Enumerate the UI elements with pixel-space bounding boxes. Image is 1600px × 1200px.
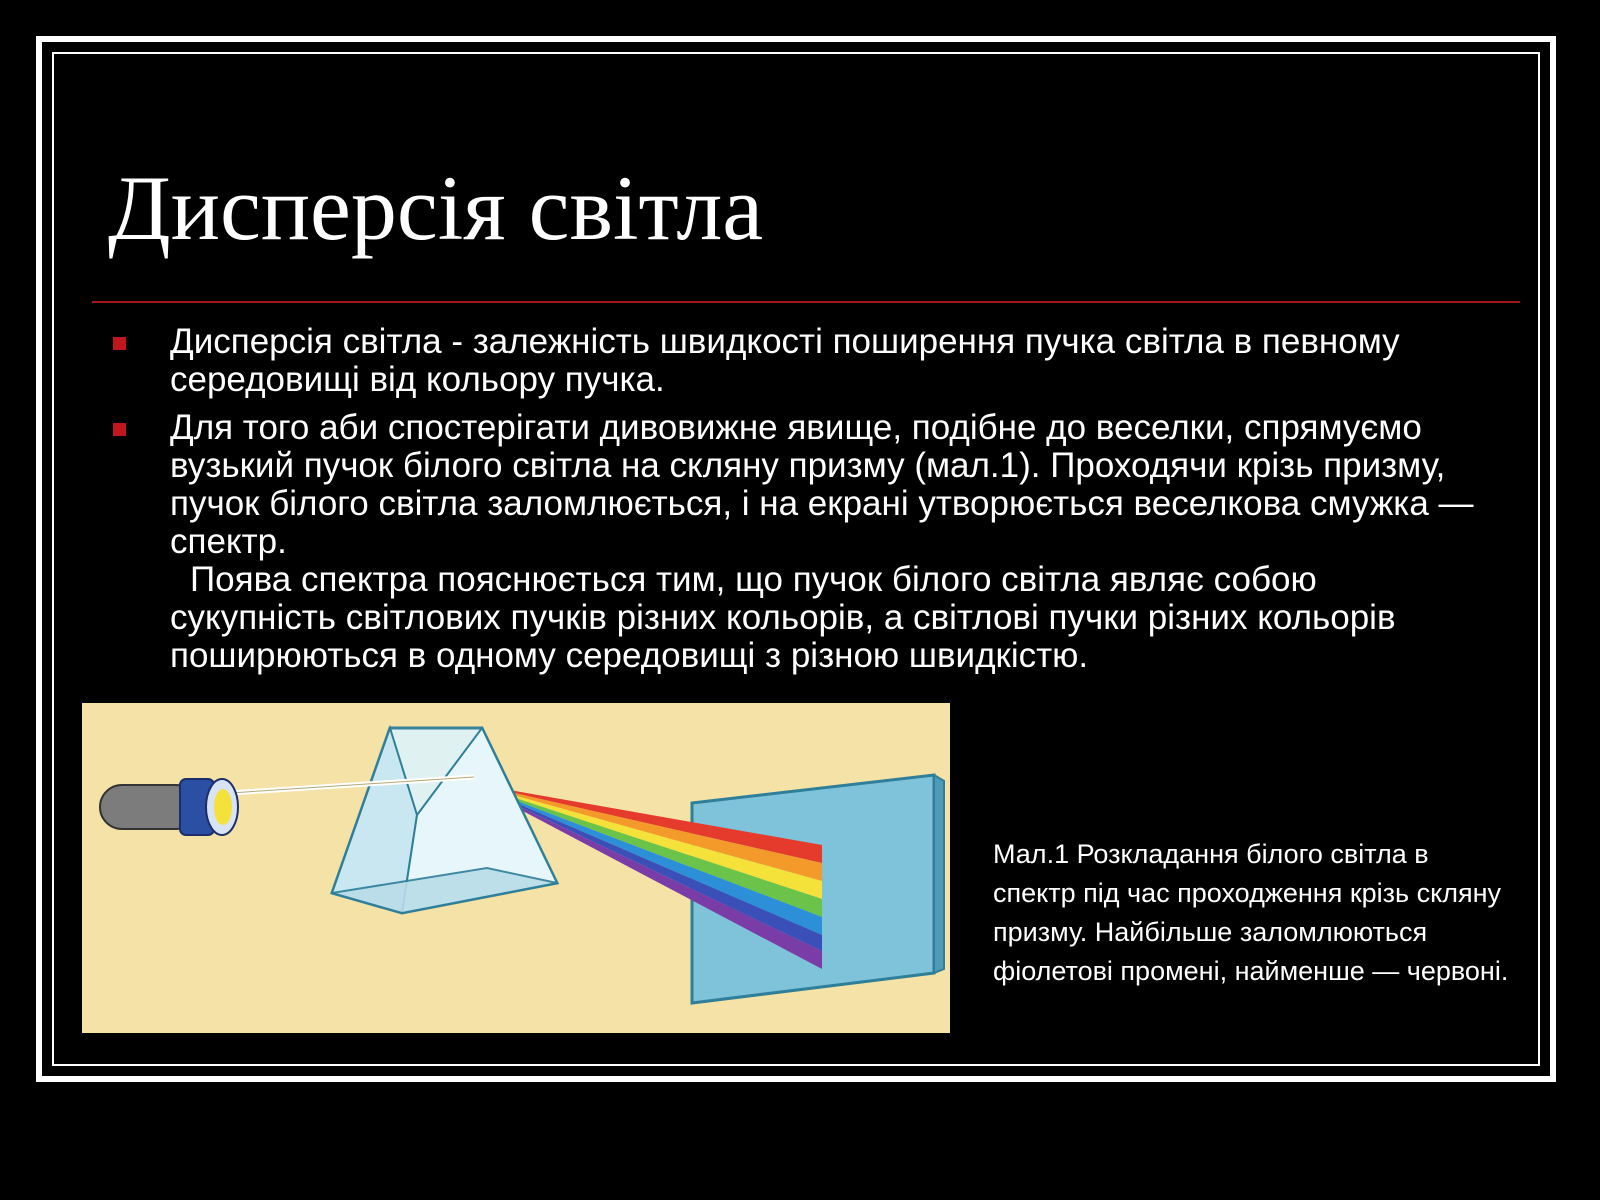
- glass-prism-icon: [332, 728, 557, 913]
- bullet-text-explanation: Поява спектра пояснюється тим, що пучок білого світла являє собою сукупність світлових пучків різних кольорів, а світлові пучки різних кольорів поширюються в одному середовищі з різною швидкістю.: [170, 560, 1396, 675]
- figure-caption: Мал.1 Розкладання білого світла в спектр під час проходження крізь скляну призму. Найбільше заломлюються фіолетові промені, найменше — червоні.: [993, 839, 1509, 986]
- slide-title: Дисперсія світла: [108, 157, 764, 259]
- prism-dispersion-figure: [82, 703, 950, 1033]
- bullet-item-definition: [110, 323, 1490, 399]
- prism-illustration: [82, 703, 950, 1033]
- square-bullet-icon: [113, 423, 126, 436]
- flashlight-icon: [100, 779, 238, 835]
- square-bullet-icon: [113, 337, 126, 350]
- bullet-text: Дисперсія світла - залежність швидкості поширення пучка світла в певному середовищі від кольору пучка.: [170, 322, 1400, 399]
- bullet-item-experiment: [110, 409, 1490, 675]
- title-divider: [92, 301, 1520, 303]
- bullet-text: Для того аби спостерігати дивовижне явище, подібне до веселки, спрямуємо вузький пучок білого світла на скляну призму (мал.1). Проходячи крізь призму, пучок білого світла заломлюється, і на екрані утворюється веселкова смужка — спектр.: [170, 408, 1474, 561]
- bullet-list: [110, 323, 1490, 685]
